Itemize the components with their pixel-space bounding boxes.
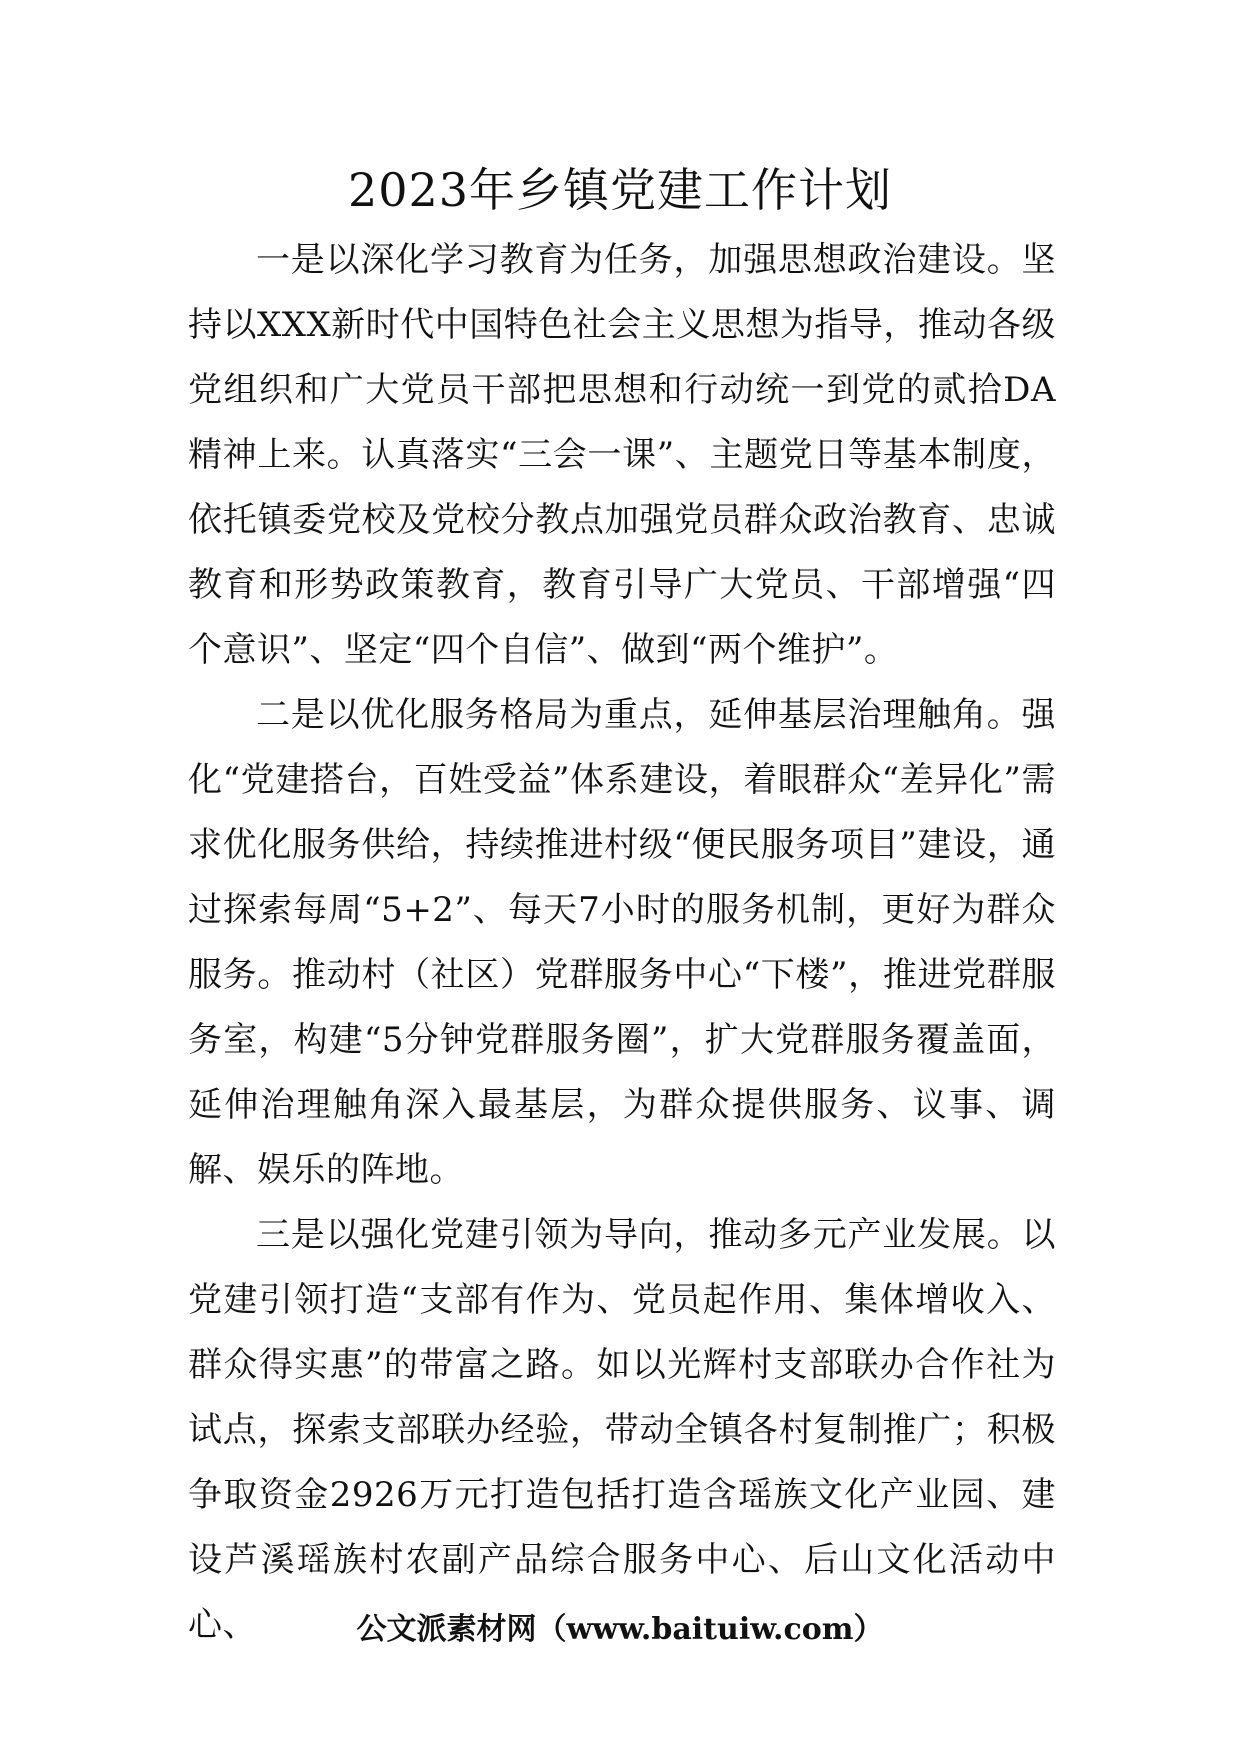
paragraph-1: 一是以深化学习教育为任务，加强思想政治建设。坚持以XXX新时代中国特色社会主义思想为指导，推动各级党组织和广大党员干部把思想和行动统一到党的贰拾DA精神上来。认真落实“三会一课”、主题党日等基本制度，依托镇委党校及党校分教点加强党员群众政治教育、忠诚教育和形势政策教育，教育引导广大党员、干部增强“四个意识”、坚定“四个自信”、做到“两个维护”。 xyxy=(188,240,1056,670)
paragraph-2: 二是以优化服务格局为重点，延伸基层治理触角。强化“党建搭台，百姓受益”体系建设，着眼群众“差异化”需求优化服务供给，持续推进村级“便民服务项目”建设，通过探索每周“5+2”、每天7小时的服务机制，更好为群众服务。推动村（社区）党群服务中心“下楼”，推进党群服务室，构建“5分钟党群服务圈”，扩大党群服务覆盖面，延伸治理触角深入最基层，为群众提供服务、议事、调解、娱乐的阵地。 xyxy=(188,695,1056,1190)
paragraph-3: 三是以强化党建引领为导向，推动多元产业发展。以党建引领打造“支部有作为、党员起作用、集体增收入、群众得实惠”的带富之路。如以光辉村支部联办合作社为试点，探索支部联办经验，带动全镇各村复制推广；积极争取资金2926万元打造包括打造含瑶族文化产业园、建设芦溪瑶族村农副产品综合服务中心、后山文化活动中心、 xyxy=(188,1215,1056,1645)
document-body xyxy=(188,228,1056,1658)
page-title: 2023年乡镇党建工作计划 xyxy=(347,163,893,217)
footer-watermark: 公文派素材网（www.baituiw.com） xyxy=(356,1612,884,1647)
